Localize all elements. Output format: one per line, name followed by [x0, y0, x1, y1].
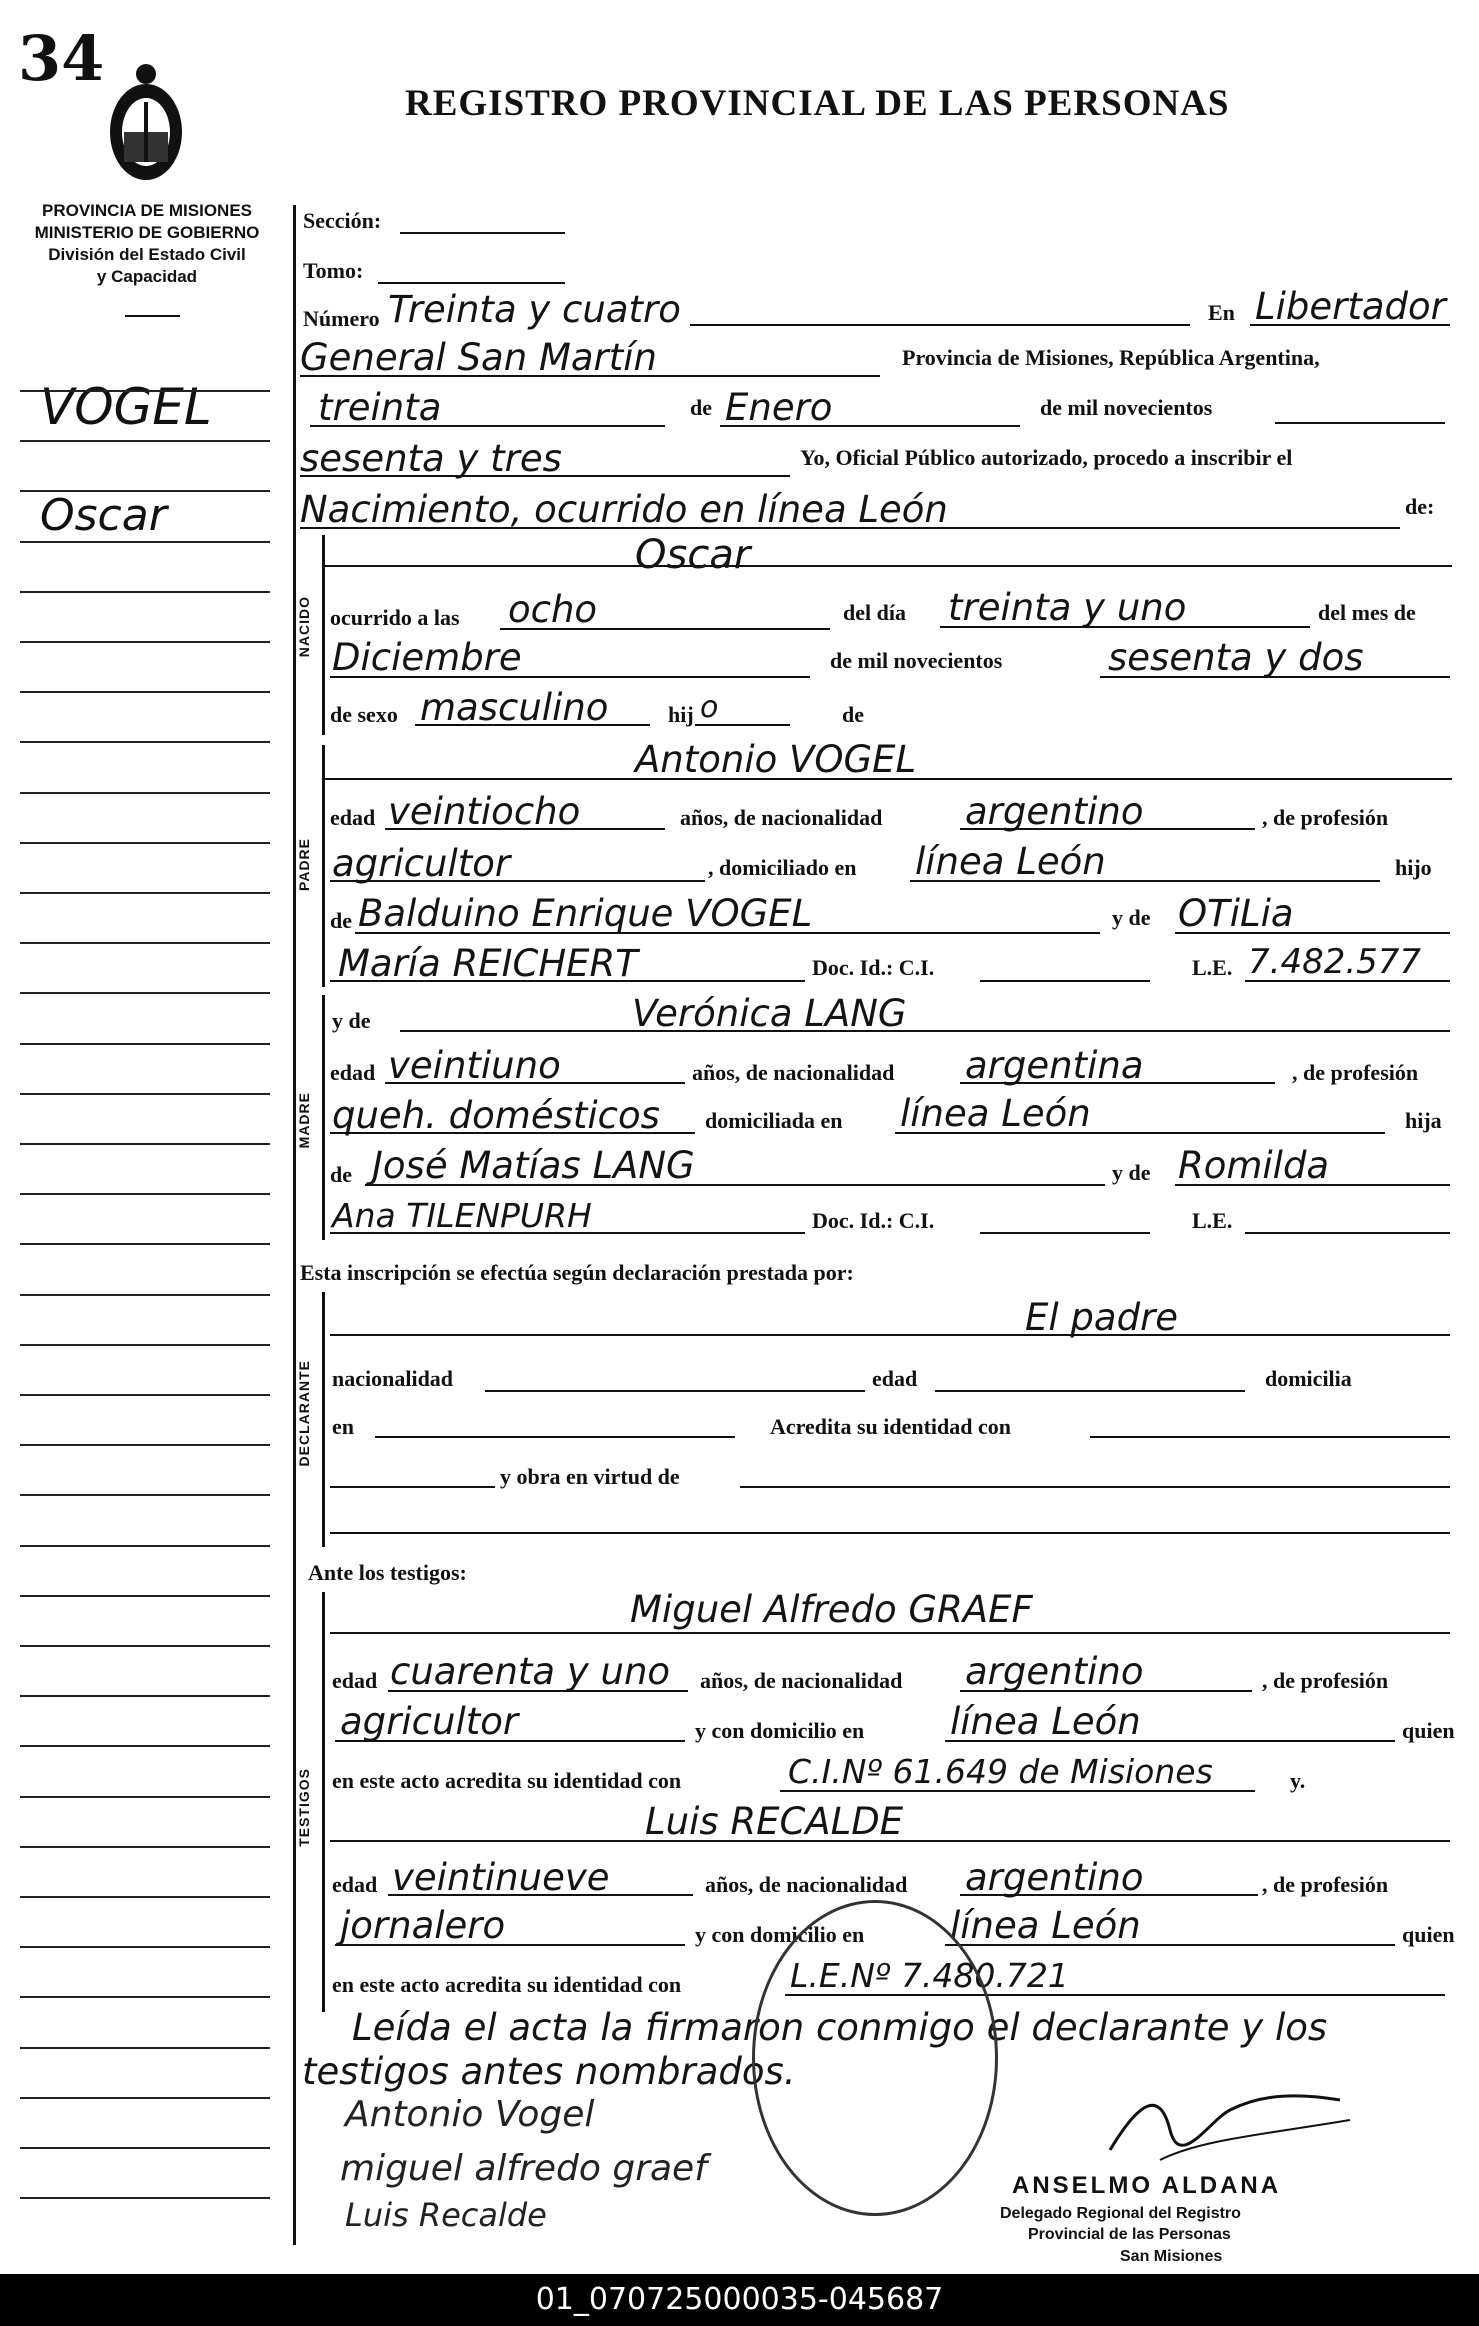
profesion-label: , de profesión: [1262, 1668, 1389, 1693]
testigo2-domicilio-value: línea León: [950, 1904, 1141, 1947]
document-title: REGISTRO PROVINCIAL DE LAS PERSONAS: [405, 83, 1230, 124]
anio-nac-value: sesenta y dos: [1108, 636, 1364, 679]
del-dia-label: del día: [843, 600, 906, 625]
margin-line: [20, 1745, 270, 1747]
margin-line: [20, 1796, 270, 1798]
page-number: 34: [18, 22, 105, 95]
margin-line: [20, 440, 270, 442]
margin-line: [20, 1243, 270, 1245]
inscripcion-label: Esta inscripción se efectúa según declaración prestada por:: [300, 1260, 854, 1285]
margin-line: [20, 2147, 270, 2149]
margin-line: [20, 1846, 270, 1848]
de-label: de: [330, 1162, 352, 1187]
mes-nac-value: Diciembre: [332, 636, 522, 679]
margin-line: [20, 1143, 270, 1145]
margin-divider: [293, 205, 296, 2245]
hijo-suffix-value: o: [700, 690, 719, 725]
field-line: [895, 1132, 1385, 1134]
margin-line: [20, 1193, 270, 1195]
field-line: [300, 375, 880, 377]
authority-line: MINISTERIO DE GOBIERNO: [34, 223, 260, 242]
margin-line: [20, 892, 270, 894]
margin-line: [20, 842, 270, 844]
field-line: [780, 1790, 1255, 1792]
edad-label: edad: [330, 1060, 376, 1085]
doc-id-label: Doc. Id.: C.I.: [812, 1208, 935, 1233]
mil-novecientos-label: de mil novecientos: [1040, 395, 1213, 420]
signature-testigo1: miguel alfredo graef: [340, 2148, 707, 2189]
y-de-label: y de: [1112, 1160, 1151, 1185]
madre-section-border: [322, 995, 325, 1240]
le-label: L.E.: [1192, 955, 1233, 980]
field-line: [960, 828, 1255, 830]
profesion-label: , de profesión: [1262, 1872, 1389, 1897]
field-line: [322, 565, 1452, 567]
testigo2-profesion-value: jornalero: [340, 1904, 506, 1947]
padre-edad-value: veintiocho: [388, 790, 581, 833]
field-line: [330, 1232, 805, 1234]
margin-line: [20, 390, 270, 392]
field-line: [695, 724, 790, 726]
tomo-line: [378, 282, 565, 284]
document-id-footer: 01_070725000035-045687: [0, 2274, 1479, 2326]
margin-line: [20, 1946, 270, 1948]
margin-surname: VOGEL: [40, 378, 212, 436]
field-line: [1245, 980, 1450, 982]
declarante-section-label: DECLARANTE: [296, 1360, 312, 1467]
padre-section-label: PADRE: [296, 838, 312, 891]
field-line: [720, 425, 1020, 427]
field-line: [910, 880, 1380, 882]
margin-line: [20, 1695, 270, 1697]
field-line: [1175, 932, 1450, 934]
field-line: [330, 880, 705, 882]
padre-le-value: 7.482.577: [1248, 942, 1422, 982]
testigo2-edad-value: veintinueve: [392, 1856, 610, 1899]
field-line: [300, 527, 1400, 529]
field-line: [690, 324, 1190, 326]
sexo-value: masculino: [420, 686, 609, 729]
padre-section-border: [322, 745, 325, 987]
de-label: de: [330, 908, 352, 933]
issuing-authority: [12, 200, 282, 288]
domiciliado-label: , domiciliado en: [708, 855, 857, 880]
margin-line: [20, 1545, 270, 1547]
dia-nac-value: treinta y uno: [948, 586, 1187, 629]
closing-line: Leída el acta la firmaron conmigo el declarante y los: [352, 2006, 1328, 2049]
field-line: [960, 1690, 1252, 1692]
field-line: [310, 425, 665, 427]
field-line: [365, 1184, 1105, 1186]
margin-line: [20, 1394, 270, 1396]
edad-label: edad: [872, 1366, 918, 1391]
field-line: [935, 1390, 1245, 1392]
padre-padre-value: Balduino Enrique VOGEL: [358, 892, 813, 935]
official-title: San Misiones: [1120, 2248, 1223, 2265]
official-name: ANSELMO ALDANA: [1012, 2172, 1282, 2199]
margin-line: [20, 992, 270, 994]
dia-value: treinta: [318, 386, 442, 429]
nombre-value: Oscar: [635, 532, 751, 578]
field-line: [400, 1030, 1450, 1032]
y-label: y.: [1290, 1768, 1306, 1793]
domiciliada-label: domiciliada en: [705, 1108, 843, 1133]
field-line: [330, 1632, 1450, 1634]
margin-line: [20, 741, 270, 743]
padre-nacionalidad-value: argentino: [965, 790, 1144, 833]
declarante-section-border: [322, 1292, 325, 1547]
field-line: [300, 475, 790, 477]
padre-madre-value-2: María REICHERT: [338, 942, 638, 985]
testigos-section-label: TESTIGOS: [296, 1768, 312, 1847]
profesion-label: , de profesión: [1292, 1060, 1419, 1085]
authority-line: y Capacidad: [96, 267, 198, 286]
field-line: [330, 980, 805, 982]
field-line: [330, 1132, 695, 1134]
y-de-label: y de: [1112, 905, 1151, 930]
margin-line: [20, 1294, 270, 1296]
field-line: [485, 1390, 865, 1392]
mes-value: Enero: [725, 386, 833, 429]
nacido-section-label: NACIDO: [296, 596, 312, 658]
anio-value: sesenta y tres: [300, 437, 562, 480]
doc-id-label: Doc. Id.: C.I.: [812, 955, 935, 980]
hija-label: hija: [1405, 1108, 1442, 1133]
lugar-value-2: General San Martín: [300, 336, 657, 379]
margin-line: [20, 1896, 270, 1898]
seccion-line: [400, 232, 565, 234]
hora-value: ocho: [508, 588, 598, 631]
padre-nombre-value: Antonio VOGEL: [635, 738, 917, 781]
margin-line: [20, 591, 270, 593]
authority-line: División del Estado Civil: [48, 245, 246, 264]
field-line: [330, 1334, 1450, 1336]
field-line: [335, 1740, 685, 1742]
nacionalidad-label: nacionalidad: [332, 1366, 454, 1391]
field-line: [945, 1944, 1395, 1946]
en-label: en: [332, 1414, 354, 1439]
testigo1-nombre-value: Miguel Alfredo GRAEF: [630, 1588, 1033, 1631]
numero-value: Treinta y cuatro: [388, 288, 681, 331]
margin-line: [20, 2197, 270, 2199]
margin-line: [20, 2097, 270, 2099]
field-line: [1275, 422, 1445, 424]
margin-line: [20, 641, 270, 643]
official-title: Provincial de las Personas: [1028, 2226, 1231, 2243]
con-domicilio-label: y con domicilio en: [695, 1718, 865, 1743]
field-line: [980, 1232, 1150, 1234]
field-line: [960, 1082, 1275, 1084]
closing-line: testigos antes nombrados.: [302, 2050, 796, 2093]
testigo1-nacionalidad-value: argentino: [965, 1650, 1144, 1693]
quien-label: quien: [1402, 1922, 1455, 1947]
official-title: Delegado Regional del Registro: [1000, 2205, 1241, 2222]
quien-label: quien: [1402, 1718, 1455, 1743]
ocurrido-label: ocurrido a las: [330, 605, 460, 630]
le-label: L.E.: [1192, 1208, 1233, 1233]
testigo1-doc-value: C.I.Nº 61.649 de Misiones: [788, 1752, 1213, 1791]
de-label: de: [690, 395, 712, 420]
testigo1-domicilio-value: línea León: [950, 1700, 1141, 1743]
field-line: [415, 724, 650, 726]
obra-label: y obra en virtud de: [500, 1464, 680, 1489]
field-line: [1090, 1436, 1450, 1438]
field-line: [385, 1082, 685, 1084]
field-line: [388, 1894, 693, 1896]
field-line: [388, 1690, 688, 1692]
edad-label: edad: [332, 1872, 378, 1897]
official-signature-icon: [1100, 2080, 1360, 2170]
field-line: [940, 626, 1310, 628]
provincia-label: Provincia de Misiones, República Argentina,: [902, 345, 1320, 370]
margin-line: [20, 1595, 270, 1597]
field-line: [740, 1486, 1450, 1488]
y-de-label: y de: [332, 1008, 371, 1033]
field-line: [330, 1532, 1450, 1534]
padre-madre-value: OTiLia: [1178, 892, 1294, 935]
official-stamp: [752, 1900, 998, 2216]
testigo2-nombre-value: Luis RECALDE: [645, 1800, 904, 1843]
numero-label: Número: [303, 306, 380, 331]
field-line: [500, 628, 830, 630]
ante-label: Ante los testigos:: [308, 1560, 467, 1585]
margin-line: [20, 942, 270, 944]
madre-madre-value-2: Ana TILENPURH: [332, 1196, 592, 1235]
anos-label: años, de nacionalidad: [700, 1668, 903, 1693]
margin-line: [20, 541, 270, 543]
tomo-label: Tomo:: [303, 258, 364, 283]
domicilia-label: domicilia: [1265, 1366, 1352, 1391]
de-mil-label: de mil novecientos: [830, 648, 1003, 673]
madre-edad-value: veintiuno: [388, 1044, 561, 1087]
margin-line: [20, 1645, 270, 1647]
coat-of-arms-icon: [104, 62, 188, 186]
field-line: [980, 980, 1150, 982]
declarante-nombre-value: El padre: [1025, 1296, 1179, 1339]
margin-line: [20, 792, 270, 794]
acredita-label: Acredita su identidad con: [770, 1414, 1012, 1439]
madre-nacionalidad-value: argentina: [965, 1044, 1144, 1087]
margin-line: [20, 1494, 270, 1496]
divider: [125, 315, 180, 317]
field-line: [385, 828, 665, 830]
margin-line: [20, 490, 270, 492]
margin-line: [20, 1444, 270, 1446]
field-line: [330, 676, 810, 678]
en-este-label: en este acto acredita su identidad con: [332, 1972, 682, 1997]
margin-line: [20, 1043, 270, 1045]
field-line: [1250, 324, 1450, 326]
hijo-word-label: hijo: [1395, 855, 1432, 880]
field-line: [330, 1840, 1450, 1842]
testigo1-edad-value: cuarenta y uno: [390, 1650, 671, 1693]
testigos-section-border: [322, 1592, 325, 2012]
de-colon-label: de:: [1405, 494, 1435, 519]
profesion-label: , de profesión: [1262, 805, 1389, 830]
field-line: [1100, 676, 1450, 678]
margin-line: [20, 2047, 270, 2049]
field-line: [355, 932, 1100, 934]
testigo2-nacionalidad-value: argentino: [965, 1856, 1144, 1899]
testigo1-profesion-value: agricultor: [340, 1700, 519, 1743]
madre-domicilio-value: línea León: [900, 1092, 1091, 1135]
padre-profesion-value: agricultor: [332, 842, 511, 885]
signature-testigo2: Luis Recalde: [345, 2196, 547, 2234]
authority-line: PROVINCIA DE MISIONES: [41, 201, 252, 220]
madre-profesion-value: queh. domésticos: [332, 1094, 660, 1137]
en-este-label: en este acto acredita su identidad con: [332, 1768, 682, 1793]
con-domicilio-label: y con domicilio en: [695, 1922, 865, 1947]
seccion-label: Sección:: [303, 208, 382, 233]
field-line: [1175, 1184, 1450, 1186]
hijo-label: hij: [668, 702, 694, 727]
madre-nombre-value: Verónica LANG: [632, 992, 907, 1035]
anos-label: años, de nacionalidad: [705, 1872, 908, 1897]
margin-line: [20, 1996, 270, 1998]
field-line: [960, 1894, 1258, 1896]
signature-declarante: Antonio Vogel: [345, 2094, 595, 2135]
margin-line: [20, 691, 270, 693]
padre-domicilio-value: línea León: [915, 840, 1106, 883]
edad-label: edad: [330, 805, 376, 830]
acto-value: Nacimiento, ocurrido en línea León: [300, 488, 948, 531]
testigo2-doc-value: L.E.Nº 7.480.721: [790, 1956, 1069, 1995]
de-label: de: [842, 702, 864, 727]
margin-given-name: Oscar: [40, 490, 167, 541]
margin-line: [20, 1344, 270, 1346]
field-line: [335, 1944, 685, 1946]
del-mes-label: del mes de: [1318, 600, 1416, 625]
margin-line: [20, 1093, 270, 1095]
anos-label: años, de nacionalidad: [692, 1060, 895, 1085]
anos-label: años, de nacionalidad: [680, 805, 883, 830]
sexo-label: de sexo: [330, 702, 398, 727]
en-label: En: [1208, 300, 1235, 325]
madre-madre-value: Romilda: [1178, 1144, 1330, 1187]
field-line: [375, 1436, 735, 1438]
edad-label: edad: [332, 1668, 378, 1693]
oficial-label: Yo, Oficial Público autorizado, procedo a inscribir el: [800, 445, 1293, 470]
madre-section-label: MADRE: [296, 1092, 312, 1149]
field-line: [330, 1486, 495, 1488]
field-line: [1245, 1232, 1450, 1234]
field-line: [945, 1740, 1395, 1742]
lugar-value: Libertador: [1255, 285, 1446, 328]
madre-padre-value: José Matías LANG: [372, 1144, 695, 1187]
